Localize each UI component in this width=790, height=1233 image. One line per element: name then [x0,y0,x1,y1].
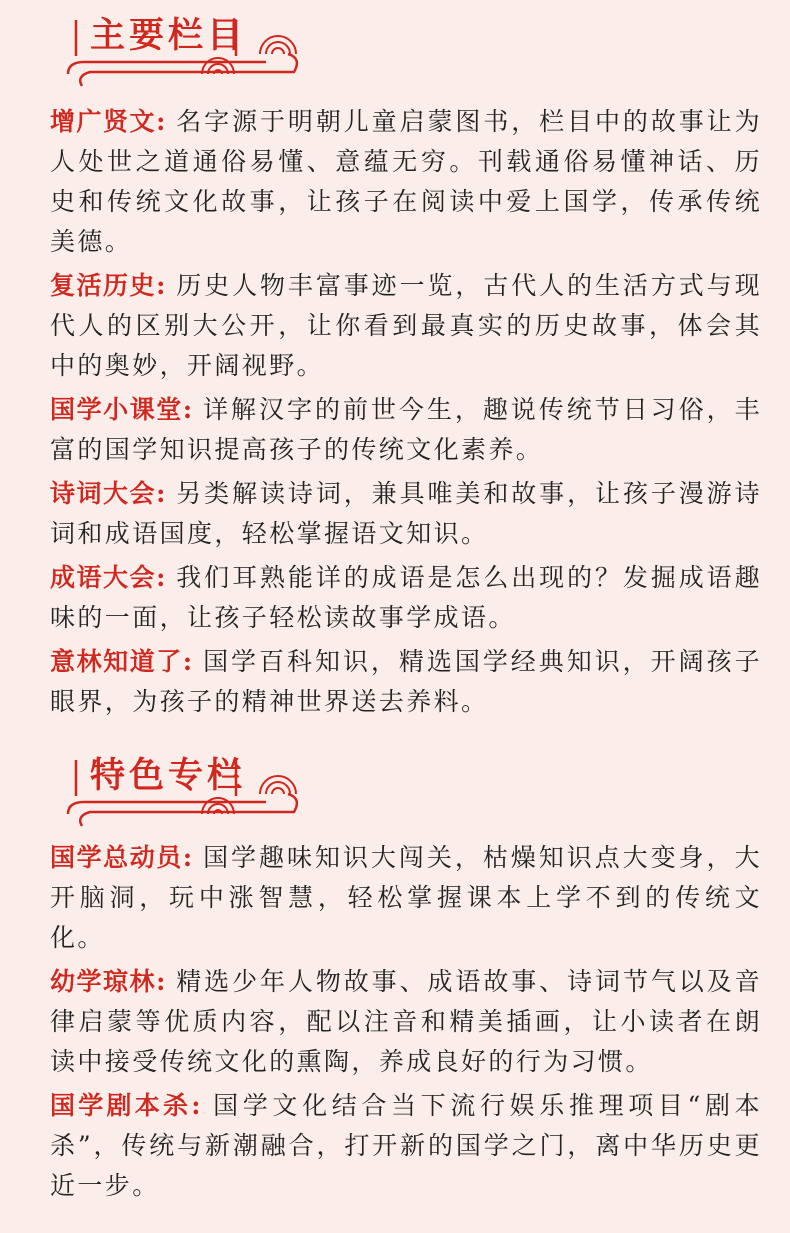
section-title: 主要栏目 [90,16,247,56]
entry-label: 复活历史 [50,271,157,300]
entry-label: 成语大会 [50,563,157,592]
entry-text: 国学百科知识，精选国学经典知识，开阔孩子眼界，为孩子的精神世界送去养料。 [50,647,762,716]
entry-label: 幼学琼林 [50,967,157,996]
entry-text: 名字源于明朝儿童启蒙图书，栏目中的故事让为人处世之道通俗易懂、意蕴无穷。刊载通俗易懂神话、历史和传统文化故事，让孩子在阅读中爱上国学，传承传统美德。 [50,107,762,256]
entry-label: 增广贤文 [50,107,157,136]
list-item: 诗词大会: 另类解读诗词，兼具唯美和故事，让孩子漫游诗词和成语国度，轻松掌握语文知识。 [50,479,762,548]
entry-text: 历史人物丰富事迹一览，古代人的生活方式与现代人的区别大公开，让你看到最真实的历史故事，体会其中的奥妙，开阔视野。 [50,271,762,380]
list-item: 国学小课堂: 详解汉字的前世今生，趣说传统节日习俗，丰富的国学知识提高孩子的传统文化素养。 [50,395,762,464]
section-header-main-columns [62,8,312,84]
entry-text: 国学文化结合当下流行娱乐推理项目“剧本杀”，传统与新潮融合，打开新的国学之门，离中华历史更近一步。 [50,1091,762,1200]
entry-label: 诗词大会 [50,479,157,508]
list-item: 成语大会: 我们耳熟能详的成语是怎么出现的？发掘成语趣味的一面，让孩子轻松读故事学成语。 [50,563,762,632]
entry-text: 精选少年人物故事、成语故事、诗词节气以及音律启蒙等优质内容，配以注音和精美插画，让小读者在朗读中接受传统文化的熏陶，养成良好的行为习惯。 [50,967,762,1076]
section-title: 特色专栏 [90,756,247,796]
entry-text: 我们耳熟能详的成语是怎么出现的？发掘成语趣味的一面，让孩子轻松读故事学成语。 [50,563,762,632]
entry-label: 国学总动员 [50,843,183,872]
entries-featured-columns [50,838,762,1210]
list-item: 意林知道了: 国学百科知识，精选国学经典知识，开阔孩子眼界，为孩子的精神世界送去养料。 [50,647,762,716]
list-item: 复活历史: 历史人物丰富事迹一览，古代人的生活方式与现代人的区别大公开，让你看到最真实的历史故事，体会其中的奥妙，开阔视野。 [50,271,762,380]
list-item: 幼学琼林: 精选少年人物故事、成语故事、诗词节气以及音律启蒙等优质内容，配以注音和精美插画，让小读者在朗读中接受传统文化的熏陶，养成良好的行为习惯。 [50,967,762,1076]
list-item: 国学剧本杀: 国学文化结合当下流行娱乐推理项目“剧本杀”，传统与新潮融合，打开新的国学之门，离中华历史更近一步。 [50,1091,762,1200]
entry-text: 国学趣味知识大闯关，枯燥知识点大变身，大开脑洞，玩中涨智慧，轻松掌握课本上学不到的传统文化。 [50,843,762,952]
list-item: 国学总动员: 国学趣味知识大闯关，枯燥知识点大变身，大开脑洞，玩中涨智慧，轻松掌握课本上学不到的传统文化。 [50,843,762,952]
entry-text: 详解汉字的前世今生，趣说传统节日习俗，丰富的国学知识提高孩子的传统文化素养。 [50,395,762,464]
entry-label: 国学剧本杀 [50,1091,192,1120]
entry-label: 意林知道了 [50,647,183,676]
section-header-featured-columns [62,748,312,824]
list-item: 增广贤文: 名字源于明朝儿童启蒙图书，栏目中的故事让为人处世之道通俗易懂、意蕴无穷。刊载通俗易懂神话、历史和传统文化故事，让孩子在阅读中爱上国学，传承传统美德。 [50,107,762,256]
entries-main-columns [50,102,762,726]
entry-text: 另类解读诗词，兼具唯美和故事，让孩子漫游诗词和成语国度，轻松掌握语文知识。 [50,479,762,548]
entry-label: 国学小课堂 [50,395,183,424]
